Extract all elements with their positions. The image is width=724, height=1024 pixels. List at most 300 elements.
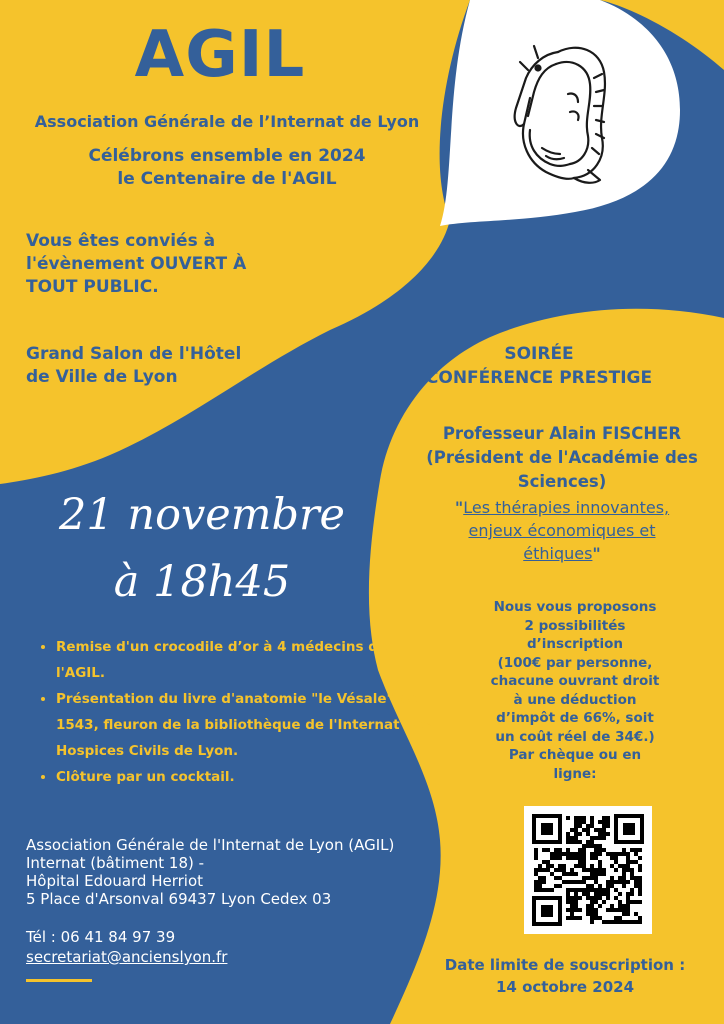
qr-module xyxy=(630,900,634,904)
qr-module xyxy=(582,844,586,848)
speaker-line: Professeur Alain FISCHER xyxy=(442,424,682,443)
qr-module xyxy=(586,844,590,848)
qr-module xyxy=(566,840,570,844)
qr-module xyxy=(538,876,542,880)
qr-module xyxy=(598,860,602,864)
qr-module xyxy=(578,832,582,836)
qr-module xyxy=(534,848,538,852)
qr-module xyxy=(626,912,630,916)
qr-module xyxy=(598,904,602,908)
qr-module xyxy=(634,852,638,856)
qr-module xyxy=(558,864,562,868)
venue-text xyxy=(26,343,316,389)
qr-module xyxy=(574,880,578,884)
qr-module xyxy=(562,868,566,872)
qr-module xyxy=(622,880,626,884)
registration-line: Par chèque ou en xyxy=(508,747,642,763)
qr-module xyxy=(638,900,642,904)
qr-module xyxy=(634,912,638,916)
qr-module xyxy=(586,832,590,836)
qr-module xyxy=(558,868,562,872)
qr-module xyxy=(542,848,546,852)
qr-module xyxy=(622,920,626,924)
qr-module xyxy=(634,920,638,924)
address-line: Association Générale de l'Internat de Lyon (AGIL) xyxy=(26,836,395,854)
soiree-title-line: CONFÉRENCE PRESTIGE xyxy=(425,368,653,388)
qr-module xyxy=(578,820,582,824)
qr-module xyxy=(602,832,606,836)
qr-module xyxy=(550,856,554,860)
qr-module xyxy=(594,916,598,920)
qr-module xyxy=(578,888,582,892)
qr-module xyxy=(594,896,598,900)
qr-module xyxy=(554,884,558,888)
qr-module xyxy=(598,868,602,872)
qr-module xyxy=(570,856,574,860)
qr-module xyxy=(542,876,546,880)
qr-module xyxy=(590,912,594,916)
qr-module xyxy=(590,916,594,920)
qr-module xyxy=(534,884,538,888)
qr-module xyxy=(630,876,634,880)
qr-module xyxy=(626,868,630,872)
speaker-info xyxy=(400,422,724,494)
deadline-line: 14 octobre 2024 xyxy=(495,978,635,996)
qr-module xyxy=(594,912,598,916)
qr-module xyxy=(634,848,638,852)
qr-module xyxy=(614,860,618,864)
qr-module xyxy=(634,884,638,888)
qr-module xyxy=(606,816,610,820)
qr-module xyxy=(574,892,578,896)
qr-module xyxy=(566,880,570,884)
qr-module xyxy=(630,892,634,896)
qr-module xyxy=(542,860,546,864)
qr-module xyxy=(614,896,618,900)
association-subtitle: Association Générale de l’Internat de Lyon xyxy=(34,112,420,131)
qr-module xyxy=(574,900,578,904)
qr-module xyxy=(602,848,606,852)
qr-module xyxy=(558,848,562,852)
qr-module xyxy=(586,884,590,888)
qr-module xyxy=(606,892,610,896)
qr-module xyxy=(578,848,582,852)
qr-module xyxy=(638,848,642,852)
qr-module xyxy=(534,888,538,892)
qr-module xyxy=(590,884,594,888)
qr-module xyxy=(574,872,578,876)
registration-line: 2 possibilités xyxy=(524,617,626,634)
qr-module xyxy=(638,920,642,924)
qr-module xyxy=(562,864,566,868)
qr-module xyxy=(602,872,606,876)
email-link[interactable]: secretariat@ancienslyon.fr xyxy=(26,948,228,966)
qr-module xyxy=(538,880,542,884)
qr-module xyxy=(534,856,538,860)
qr-module xyxy=(590,816,594,820)
qr-module xyxy=(566,896,570,900)
qr-module xyxy=(598,832,602,836)
qr-module xyxy=(618,920,622,924)
venue-line: Grand Salon de l'Hôtel xyxy=(26,344,242,364)
venue-line: de Ville de Lyon xyxy=(26,367,178,387)
qr-module xyxy=(538,864,542,868)
qr-module xyxy=(562,872,566,876)
qr-module xyxy=(534,852,538,856)
qr-module xyxy=(546,860,550,864)
qr-module xyxy=(570,836,574,840)
qr-module xyxy=(574,864,578,868)
qr-module xyxy=(590,900,594,904)
qr-module xyxy=(594,836,598,840)
invitation-line: TOUT PUBLIC. xyxy=(26,277,159,297)
qr-module xyxy=(610,864,614,868)
qr-module xyxy=(626,856,630,860)
qr-module xyxy=(590,840,594,844)
qr-module xyxy=(582,876,586,880)
qr-module xyxy=(610,884,614,888)
qr-module xyxy=(626,896,630,900)
qr-module xyxy=(582,820,586,824)
qr-module xyxy=(638,868,642,872)
address-block xyxy=(26,836,446,908)
qr-module xyxy=(586,904,590,908)
celebration-line: le Centenaire de l'AGIL xyxy=(117,169,337,189)
qr-module xyxy=(618,852,622,856)
qr-module xyxy=(582,848,586,852)
qr-module xyxy=(574,888,578,892)
qr-module xyxy=(594,880,598,884)
invitation-line: Vous êtes conviés à xyxy=(26,231,216,251)
qr-module xyxy=(626,852,630,856)
address-line: Hôpital Edouard Herriot xyxy=(26,872,204,890)
qr-module xyxy=(574,840,578,844)
qr-module xyxy=(602,824,606,828)
qr-module xyxy=(562,880,566,884)
qr-module xyxy=(598,916,602,920)
qr-module xyxy=(586,908,590,912)
qr-module xyxy=(638,880,642,884)
registration-line: chacune ouvrant droit xyxy=(490,673,660,689)
qr-module xyxy=(534,868,538,872)
qr-module xyxy=(582,880,586,884)
qr-module xyxy=(614,852,618,856)
invitation-text xyxy=(26,230,316,299)
invitation-line: l'évènement OUVERT À xyxy=(26,254,247,274)
qr-module xyxy=(590,876,594,880)
registration-line: à une déduction xyxy=(513,691,637,708)
qr-module xyxy=(606,820,610,824)
qr-module xyxy=(622,908,626,912)
qr-module xyxy=(630,872,634,876)
qr-module xyxy=(634,900,638,904)
qr-module xyxy=(598,872,602,876)
qr-module xyxy=(574,908,578,912)
address-line: Internat (bâtiment 18) - xyxy=(26,854,205,872)
qr-module xyxy=(578,880,582,884)
qr-module xyxy=(586,896,590,900)
qr-module xyxy=(582,856,586,860)
qr-module xyxy=(598,888,602,892)
qr-module xyxy=(574,896,578,900)
qr-module xyxy=(638,884,642,888)
qr-module xyxy=(614,920,618,924)
qr-module xyxy=(582,888,586,892)
qr-module xyxy=(626,864,630,868)
qr-module xyxy=(574,856,578,860)
qr-module xyxy=(570,916,574,920)
qr-module xyxy=(570,896,574,900)
qr-module xyxy=(566,872,570,876)
qr-module xyxy=(578,852,582,856)
qr-module xyxy=(598,828,602,832)
qr-module xyxy=(586,824,590,828)
qr-module xyxy=(614,908,618,912)
qr-module xyxy=(578,908,582,912)
qr-module xyxy=(606,920,610,924)
qr-module xyxy=(634,876,638,880)
qr-module xyxy=(586,868,590,872)
qr-module xyxy=(582,828,586,832)
qr-module xyxy=(550,852,554,856)
qr-module xyxy=(594,856,598,860)
qr-module xyxy=(622,912,626,916)
registration-line: (100€ par personne, xyxy=(497,654,653,671)
qr-module xyxy=(590,888,594,892)
qr-module xyxy=(594,900,598,904)
qr-module xyxy=(574,816,578,820)
qr-module xyxy=(566,832,570,836)
celebration-text xyxy=(0,145,454,191)
qr-module xyxy=(554,876,558,880)
qr-module xyxy=(546,868,550,872)
crocodile-logo-icon xyxy=(498,38,618,190)
deadline-text xyxy=(420,954,710,998)
qr-module xyxy=(626,900,630,904)
qr-module xyxy=(570,872,574,876)
qr-module xyxy=(618,916,622,920)
qr-module xyxy=(586,888,590,892)
phone-number: Tél : 06 41 84 97 39 xyxy=(26,928,176,946)
qr-module xyxy=(570,852,574,856)
qr-module xyxy=(618,908,622,912)
qr-module xyxy=(534,880,538,884)
qr-module xyxy=(578,856,582,860)
qr-module xyxy=(590,836,594,840)
qr-module xyxy=(602,828,606,832)
qr-module xyxy=(538,884,542,888)
qr-module xyxy=(606,896,610,900)
qr-module xyxy=(578,860,582,864)
talk-title-text: éthiques xyxy=(523,544,593,563)
list-item: • Remise d'un crocodile d’or à 4 médecins de l'AGIL. xyxy=(56,634,436,686)
qr-module xyxy=(598,864,602,868)
qr-module xyxy=(618,880,622,884)
talk-title-line xyxy=(412,496,712,519)
registration-line: ligne: xyxy=(553,765,597,782)
registration-line: un coût réel de 34€.) xyxy=(495,728,655,745)
address-line: 5 Place d'Arsonval 69437 Lyon Cedex 03 xyxy=(26,890,332,908)
qr-module xyxy=(598,892,602,896)
qr-module xyxy=(610,904,614,908)
qr-module xyxy=(570,840,574,844)
qr-module xyxy=(546,888,550,892)
qr-module xyxy=(610,908,614,912)
qr-module xyxy=(590,872,594,876)
qr-module xyxy=(586,892,590,896)
qr-module xyxy=(634,860,638,864)
qr-module xyxy=(554,856,558,860)
qr-module xyxy=(630,868,634,872)
qr-module xyxy=(618,900,622,904)
registration-line: Nous vous proposons xyxy=(493,599,657,615)
qr-module xyxy=(606,832,610,836)
qr-module xyxy=(622,848,626,852)
qr-module xyxy=(622,868,626,872)
qr-module xyxy=(554,868,558,872)
talk-title-text: enjeux économiques et xyxy=(468,521,656,540)
qr-module xyxy=(550,872,554,876)
qr-module xyxy=(546,864,550,868)
qr-module xyxy=(562,852,566,856)
qr-module xyxy=(614,888,618,892)
event-time: à 18h45 xyxy=(113,557,291,607)
qr-module xyxy=(558,852,562,856)
qr-module xyxy=(594,828,598,832)
qr-code-icon[interactable] xyxy=(524,806,652,934)
qr-module xyxy=(574,836,578,840)
event-date: 21 novembre xyxy=(58,490,345,540)
qr-module xyxy=(602,900,606,904)
qr-module xyxy=(638,892,642,896)
qr-module xyxy=(582,868,586,872)
qr-module xyxy=(566,848,570,852)
qr-module xyxy=(602,892,606,896)
qr-module xyxy=(574,824,578,828)
qr-module xyxy=(602,868,606,872)
qr-module xyxy=(602,836,606,840)
qr-module xyxy=(618,904,622,908)
qr-module xyxy=(578,864,582,868)
qr-module xyxy=(590,920,594,924)
qr-module xyxy=(594,844,598,848)
qr-module xyxy=(582,860,586,864)
qr-module xyxy=(606,884,610,888)
qr-module xyxy=(638,888,642,892)
talk-title-line xyxy=(412,542,712,565)
qr-module xyxy=(574,832,578,836)
qr-module xyxy=(594,848,598,852)
qr-module xyxy=(638,856,642,860)
qr-module xyxy=(602,888,606,892)
deadline-line: Date limite de souscription : xyxy=(444,956,686,974)
qr-module xyxy=(570,888,574,892)
qr-module xyxy=(622,864,626,868)
qr-module xyxy=(586,840,590,844)
qr-module xyxy=(602,920,606,924)
registration-line: d’inscription xyxy=(527,636,623,652)
qr-module xyxy=(578,824,582,828)
qr-module xyxy=(622,904,626,908)
qr-module xyxy=(610,856,614,860)
qr-module xyxy=(590,908,594,912)
qr-module xyxy=(570,904,574,908)
qr-module xyxy=(610,920,614,924)
list-item: • Clôture par un cocktail. xyxy=(56,764,436,790)
qr-module xyxy=(590,864,594,868)
qr-module xyxy=(578,816,582,820)
talk-title-line xyxy=(412,519,712,542)
qr-module xyxy=(626,880,630,884)
qr-module xyxy=(534,872,538,876)
qr-module xyxy=(578,916,582,920)
qr-module xyxy=(626,860,630,864)
qr-module xyxy=(614,868,618,872)
qr-module xyxy=(542,888,546,892)
qr-module xyxy=(566,900,570,904)
qr-module xyxy=(638,916,642,920)
speaker-line: (Président de l'Académie des xyxy=(426,448,698,467)
qr-module xyxy=(602,820,606,824)
qr-module xyxy=(582,864,586,868)
qr-module xyxy=(610,852,614,856)
qr-module xyxy=(630,888,634,892)
qr-module xyxy=(574,820,578,824)
qr-module xyxy=(618,876,622,880)
qr-module xyxy=(574,904,578,908)
qr-module xyxy=(606,880,610,884)
qr-module xyxy=(594,868,598,872)
qr-module xyxy=(590,820,594,824)
qr-module xyxy=(590,868,594,872)
qr-module xyxy=(542,880,546,884)
qr-module xyxy=(586,912,590,916)
qr-module xyxy=(598,836,602,840)
qr-module xyxy=(570,868,574,872)
qr-module xyxy=(606,888,610,892)
qr-module xyxy=(594,872,598,876)
qr-module xyxy=(610,876,614,880)
qr-module xyxy=(590,856,594,860)
qr-module xyxy=(634,880,638,884)
qr-module xyxy=(590,896,594,900)
qr-module xyxy=(554,848,558,852)
qr-module xyxy=(586,828,590,832)
qr-module xyxy=(566,836,570,840)
qr-module xyxy=(630,920,634,924)
qr-module xyxy=(570,912,574,916)
qr-module xyxy=(598,884,602,888)
qr-module xyxy=(630,848,634,852)
qr-module xyxy=(594,908,598,912)
registration-line: d’impôt de 66%, soit xyxy=(496,710,654,726)
talk-title-text: Les thérapies innovantes, xyxy=(463,498,670,517)
qr-module xyxy=(570,880,574,884)
qr-module xyxy=(558,856,562,860)
decorative-line xyxy=(26,979,92,982)
qr-module xyxy=(578,840,582,844)
qr-module xyxy=(594,892,598,896)
qr-module xyxy=(550,888,554,892)
qr-module xyxy=(618,864,622,868)
celebration-line: Célébrons ensemble en 2024 xyxy=(88,146,366,166)
qr-module xyxy=(626,908,630,912)
quote-mark: " xyxy=(454,498,464,517)
qr-module xyxy=(570,900,574,904)
qr-module xyxy=(618,892,622,896)
qr-module xyxy=(626,904,630,908)
qr-module xyxy=(566,856,570,860)
